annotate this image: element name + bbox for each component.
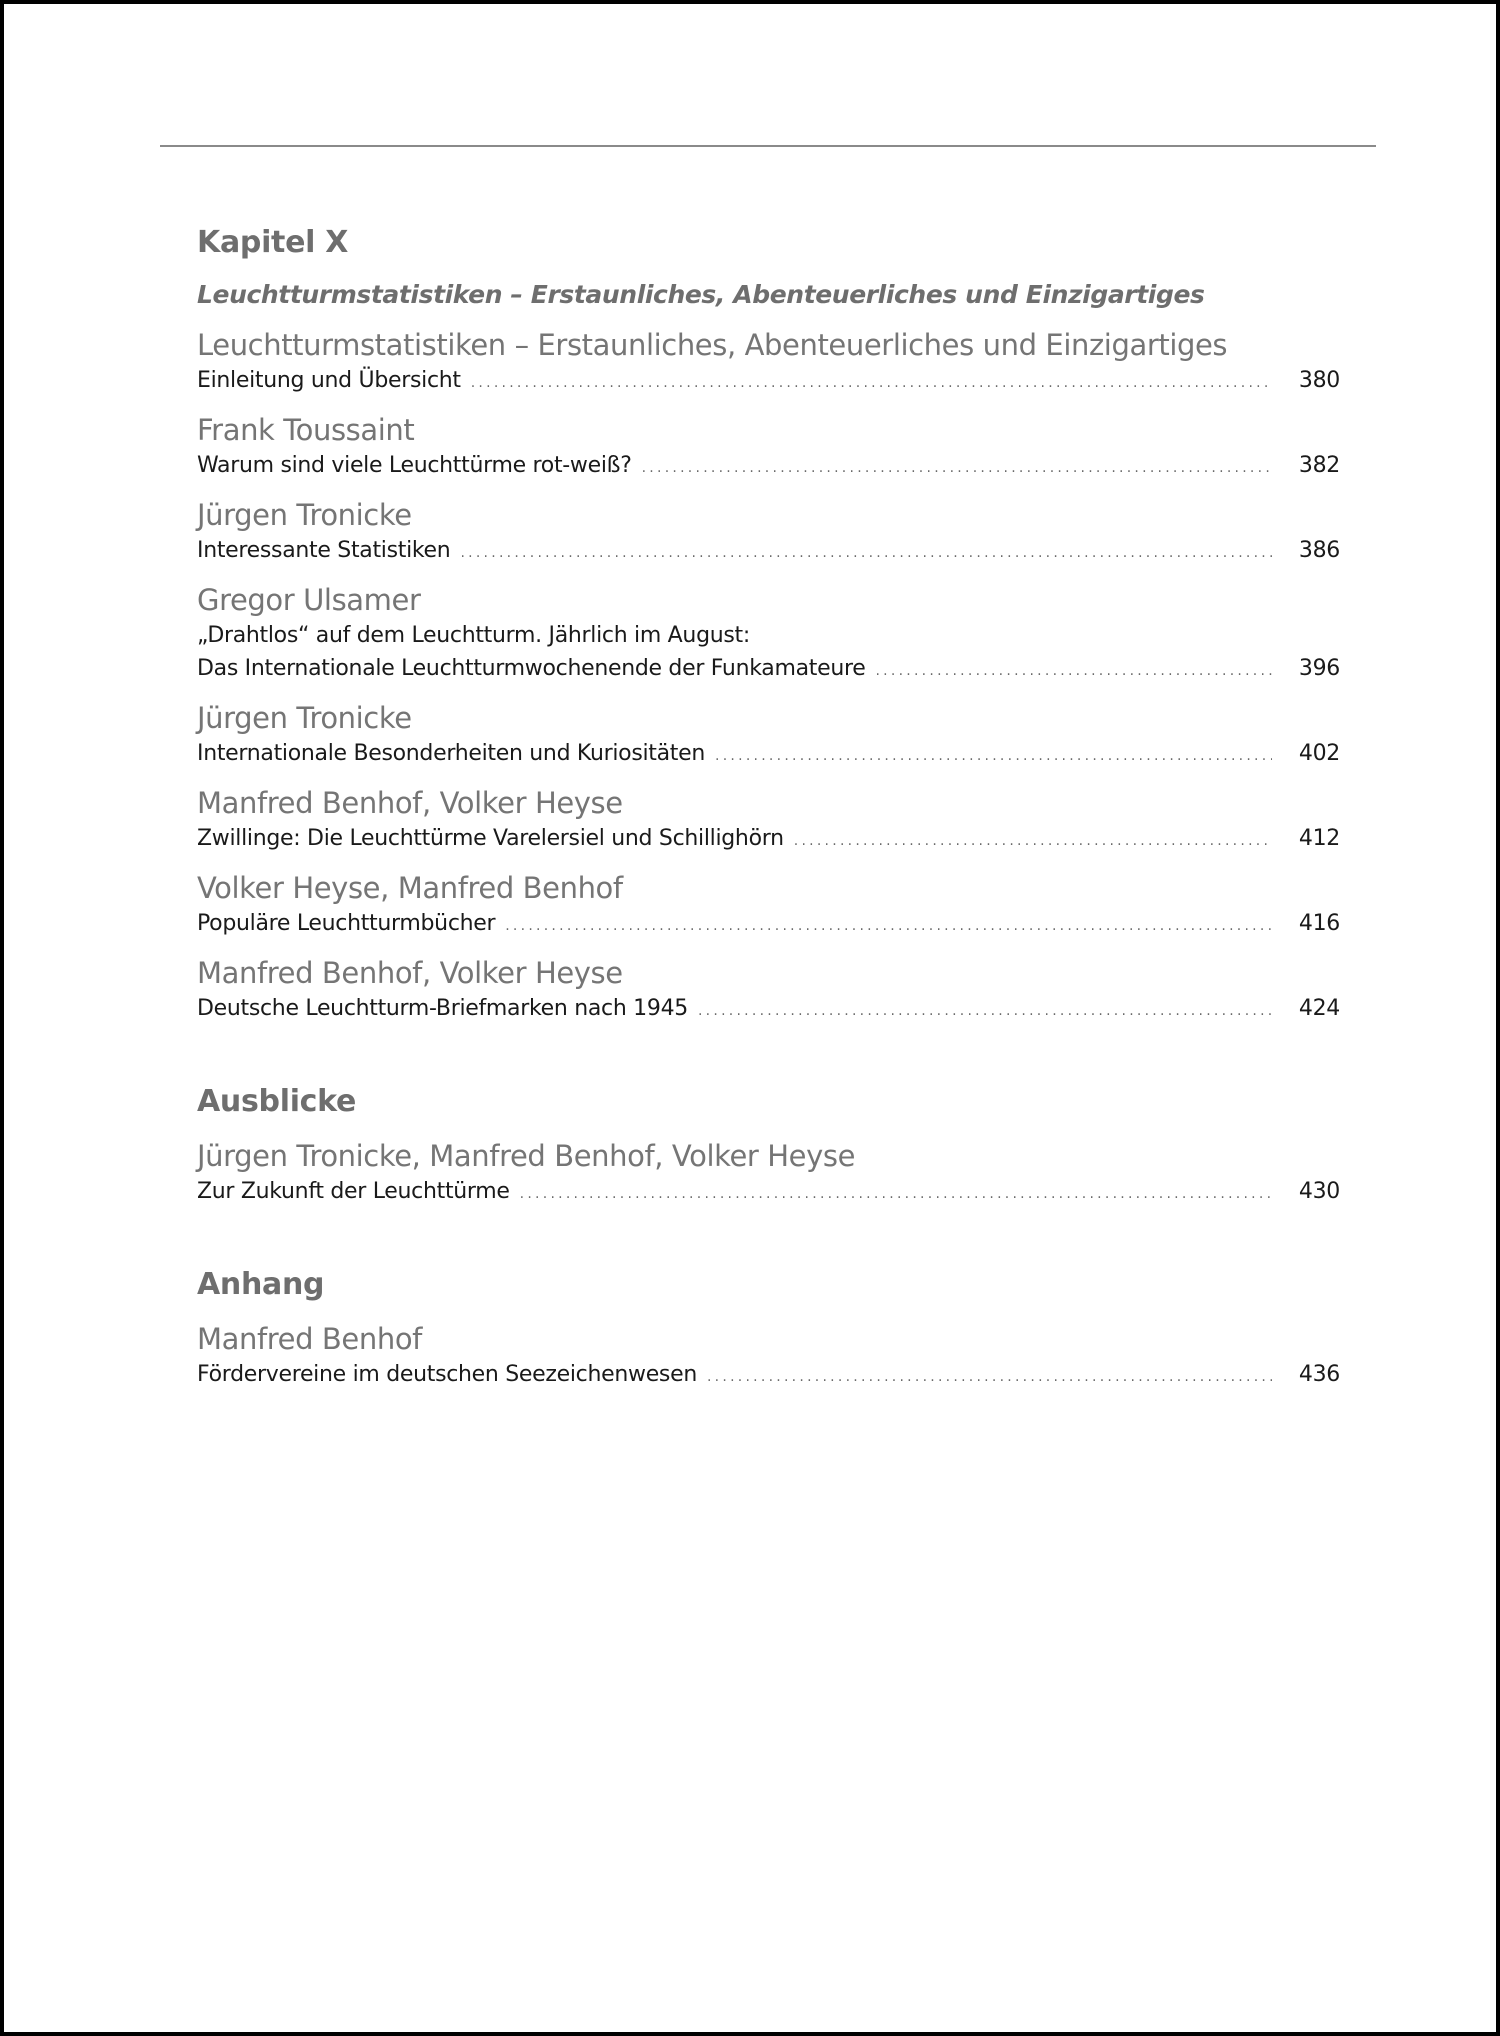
section-anhang [197, 1266, 1340, 1391]
toc-entry[interactable] [197, 411, 1340, 482]
page-number: 436 [1298, 1362, 1340, 1387]
toc-entry[interactable] [197, 699, 1340, 770]
entry-title: Einleitung und Übersicht [197, 368, 461, 393]
toc-entry[interactable] [197, 1137, 1340, 1208]
entry-title: Fördervereine im deutschen Seezeichenwesen [197, 1362, 697, 1387]
page-number: 412 [1298, 826, 1340, 851]
toc-entry[interactable] [197, 954, 1340, 1025]
entry-title: Internationale Besonderheiten und Kuriositäten [197, 741, 706, 766]
header-rule [160, 145, 1376, 147]
entry-title: Zwillinge: Die Leuchttürme Varelersiel und Schillighörn [197, 826, 784, 851]
page-number: 380 [1298, 368, 1340, 393]
toc-row [197, 449, 1340, 482]
chapter-subtitle: Leuchtturmstatistiken – Erstaunliches, Abenteuerliches und Einzigartiges [197, 280, 1205, 309]
dot-leader [707, 1361, 1272, 1394]
section-heading: Anhang [197, 1267, 325, 1302]
dot-leader [715, 740, 1272, 773]
page-number: 382 [1298, 453, 1340, 478]
entry-author: Leuchtturmstatistiken – Erstaunliches, Abenteuerliches und Einzigartiges [197, 328, 1228, 362]
entry-author: Manfred Benhof, Volker Heyse [197, 956, 623, 990]
toc-row [197, 534, 1340, 567]
entry-author: Manfred Benhof, Volker Heyse [197, 786, 623, 820]
chapter-heading: Kapitel X [197, 225, 349, 260]
entry-title: Populäre Leuchtturmbücher [197, 911, 496, 936]
entry-author: Volker Heyse, Manfred Benhof [197, 871, 623, 905]
toc-entry[interactable] [197, 326, 1340, 397]
page-number: 416 [1298, 911, 1340, 936]
page-number: 396 [1298, 656, 1340, 681]
entry-title: Zur Zukunft der Leuchttürme [197, 1179, 510, 1204]
dot-leader [698, 995, 1272, 1028]
toc-entry[interactable] [197, 869, 1340, 940]
toc-row [197, 907, 1340, 940]
entry-title: Deutsche Leuchtturm-Briefmarken nach 1945 [197, 996, 688, 1021]
toc-entry[interactable] [197, 784, 1340, 855]
toc-row [197, 992, 1340, 1025]
entry-title: Das Internationale Leuchtturmwochenende der Funkamateure [197, 656, 866, 681]
entry-author: Jürgen Tronicke, Manfred Benhof, Volker Heyse [197, 1139, 856, 1173]
entry-author: Manfred Benhof [197, 1322, 422, 1356]
page-number: 386 [1298, 538, 1340, 563]
section-ausblicke [197, 1083, 1340, 1208]
entry-author: Jürgen Tronicke [197, 701, 412, 735]
entry-title-line-1: „Drahtlos“ auf dem Leuchtturm. Jährlich im August: [197, 623, 750, 648]
toc-row [197, 652, 1340, 685]
toc-row [197, 1175, 1340, 1208]
page-number: 430 [1298, 1179, 1340, 1204]
toc-row [197, 364, 1340, 397]
dot-leader [505, 910, 1272, 943]
dot-leader [875, 655, 1272, 688]
entry-title: Interessante Statistiken [197, 538, 451, 563]
page-number: 402 [1298, 741, 1340, 766]
table-of-contents [197, 224, 1340, 1391]
entry-author: Frank Toussaint [197, 413, 415, 447]
entry-title: Warum sind viele Leuchttürme rot-weiß? [197, 453, 632, 478]
toc-entry[interactable] [197, 581, 1340, 685]
dot-leader [471, 367, 1272, 400]
dot-leader [794, 825, 1272, 858]
entry-author: Jürgen Tronicke [197, 498, 412, 532]
toc-row [197, 822, 1340, 855]
dot-leader [460, 537, 1272, 570]
toc-row [197, 1358, 1340, 1391]
dot-leader [642, 452, 1272, 485]
toc-entry[interactable] [197, 496, 1340, 567]
section-heading: Ausblicke [197, 1084, 357, 1119]
page-number: 424 [1298, 996, 1340, 1021]
toc-entry[interactable] [197, 1320, 1340, 1391]
entry-author: Gregor Ulsamer [197, 583, 421, 617]
dot-leader [520, 1178, 1272, 1211]
toc-row [197, 737, 1340, 770]
